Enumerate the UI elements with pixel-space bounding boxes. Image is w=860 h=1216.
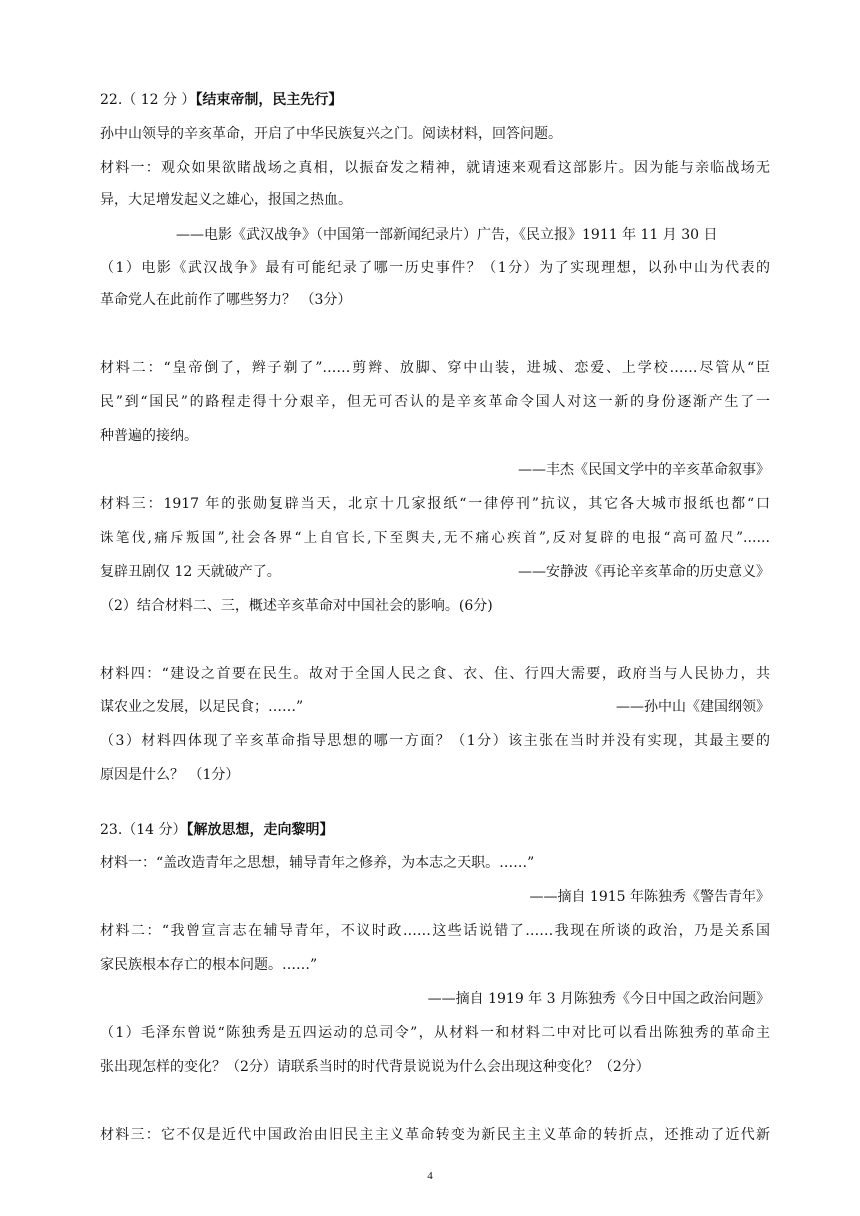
q22-question3-line1: （3）材料四体现了辛亥革命指导思想的哪一方面？（1分）该主张在当时并没有实现，其最主要的	[100, 733, 770, 749]
q23-material2-source: ——摘自 1919 年 3 月陈独秀《今日中国之政治问题》	[427, 991, 770, 1007]
q22-material1-line2: 异，大足增发起义之雄心，报国之热血。	[100, 192, 352, 208]
q23-question1-line2: 张出现怎样的变化？（2分）请联系当时的时代背景说说为什么会出现这种变化？（2分）	[100, 1059, 650, 1075]
q22-material2-line3: 种普遍的接纳。	[100, 428, 198, 444]
q22-material2-line1: 材料二：“皇帝倒了，辫子剃了”……剪辫、放脚、穿中山装，进城、恋爱、上学校……尽管从“臣	[100, 360, 770, 376]
q22-material3-source: ——安静波《再论辛亥革命的历史意义》	[518, 564, 770, 580]
q23-material3-line1: 材料三：它不仅是近代中国政治由旧民主主义革命转变为新民主主义革命的转折点，还推动了近代新	[100, 1127, 770, 1143]
q23-material2-line2: 家民族根本存亡的根本问题。……”	[100, 957, 318, 973]
q22-material1-line1: 材料一：观众如果欲睹战场之真相，以振奋发之精神，就请速来观看这部影片。因为能与亲临战场无	[100, 160, 770, 176]
q22-material3-line1: 材料三：1917 年的张勋复辟当天，北京十几家报纸“一律停刊”抗议，其它各大城市报纸也都“口	[100, 496, 770, 512]
q22-material3-line3: 复辟丑剧仅 12 天就破产了。	[100, 564, 281, 580]
q23-material2-line1: 材料二：“我曾宣言志在辅导青年，不议时政……这些话说错了……我现在所谈的政治，乃是关系国	[100, 923, 770, 939]
q22-question2: （2）结合材料二、三，概述辛亥革命对中国社会的影响。(6分)	[100, 598, 493, 614]
page-number: 4	[427, 1170, 433, 1182]
q22-material4-line1: 材料四：“建设之首要在民生。故对于全国人民之食、衣、住、行四大需要，政府当与人民协力，共	[100, 666, 770, 682]
q22-question1-line1: （1）电影《武汉战争》最有可能纪录了哪一历史事件？（1分）为了实现理想，以孙中山为代表的	[100, 260, 770, 276]
q22-intro: 孙中山领导的辛亥革命，开启了中华民族复兴之门。阅读材料，回答问题。	[100, 126, 562, 142]
q23-topic: 【解放思想，走向黎明】	[186, 822, 334, 838]
q23-question1-line1: （1）毛泽东曾说“陈独秀是五四运动的总司令”，从材料一和材料二中对比可以看出陈独秀的革命主	[100, 1025, 770, 1041]
q23-title	[100, 820, 770, 840]
q22-question3-line2: 原因是什么？ （1分）	[100, 767, 240, 783]
q22-question1-line2: 革命党人在此前作了哪些努力？ （3分）	[100, 292, 352, 308]
q22-material1-source: ——电影《武汉战争》（中国第一部新闻纪录片）广告，《民立报》1911 年 11 月 30 日	[176, 227, 718, 243]
q23-number: 23.（14 分）	[100, 822, 187, 838]
q23-material1-line1: 材料一：“盖改造青年之思想，辅导青年之修养，为本志之天职。……”	[100, 855, 535, 871]
q22-title	[100, 90, 770, 110]
q22-topic: 【结束帝制，民主先行】	[195, 92, 343, 108]
q22-material2-line2: 民”到“国民”的路程走得十分艰辛，但无可否认的是辛亥革命令国人对这一新的身份逐渐产生了一	[100, 394, 770, 410]
q22-material3-line2: 诛笔伐,痛斥叛国”,社会各界“上自官长,下至舆夫,无不痛心疾首”,反对复辟的电报“高可盈尺”……	[100, 530, 770, 546]
q22-material2-source: ——丰杰《民国文学中的辛亥革命叙事》	[518, 462, 770, 478]
q22-material4-source: ——孙中山《建国纲领》	[616, 699, 770, 715]
q22-number: 22.（ 12 分 ）	[100, 92, 196, 108]
q23-material1-source: ——摘自 1915 年陈独秀《警告青年》	[529, 889, 770, 905]
q22-material4-line2: 谋农业之发展，以足民食；……”	[100, 699, 304, 715]
